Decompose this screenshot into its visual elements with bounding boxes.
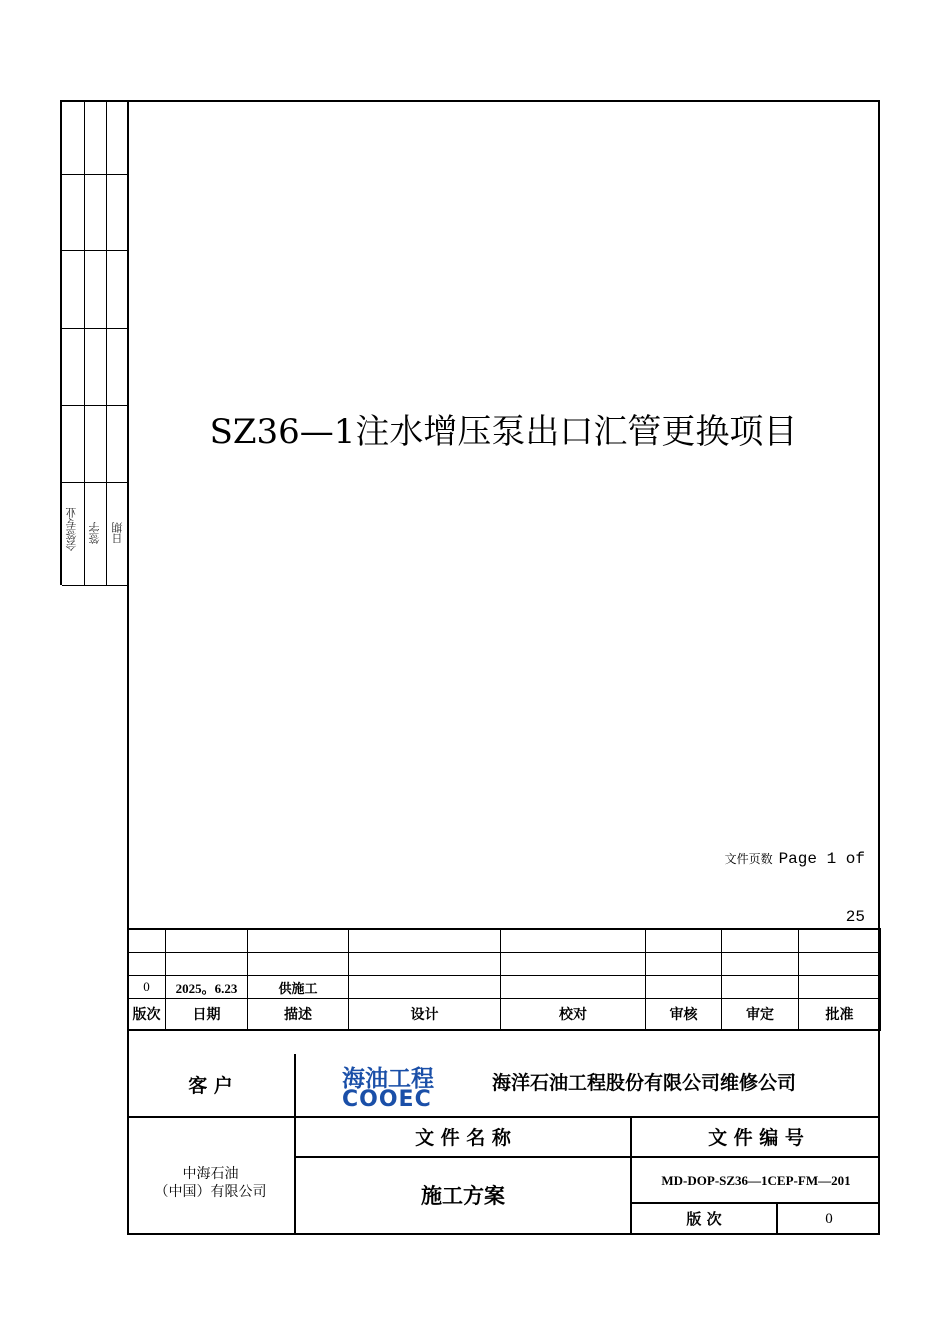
date-cell: 2025。6.23 [166,976,248,999]
logo-cn: 海油工程 [342,1066,434,1092]
version-value: 0 [825,1211,833,1227]
header-desc: 描述 [248,999,349,1031]
client-name-line2: （中国）有限公司 [154,1184,267,1200]
strip-row [62,482,128,483]
version-label: 版 次 [632,1204,778,1235]
design-cell [349,953,501,976]
doc-name: 施工方案 [296,1158,632,1235]
strip-row [62,250,128,251]
strip-row [62,174,128,175]
authorize-cell [799,953,881,976]
contractor-header [296,1054,880,1118]
review-cell [646,929,722,953]
desc-cell: 供施工 [248,976,349,999]
desc-cell [248,953,349,976]
title-block [127,1054,880,1235]
doc-name-label: 文 件 名 称 [296,1118,632,1158]
authorize-cell [799,929,881,953]
logo-en: COOEC [342,1087,432,1112]
doc-no-label: 文 件 编 号 [632,1118,880,1158]
countersign-strip [60,100,128,585]
revision-row [128,976,881,999]
check-cell [501,976,646,999]
revision-row [128,929,881,953]
document-title: SZ36—1注水增压泵出口汇管更换项目 [209,412,798,452]
review-cell [646,953,722,976]
header-rev: 版次 [128,999,166,1031]
header-check: 校对 [501,999,646,1031]
strip-row [62,328,128,329]
strip-label-date: 日期 [111,522,124,544]
design-cell [349,929,501,953]
client-name-cell [127,1118,296,1235]
header-approve: 审定 [722,999,799,1031]
date-cell [166,953,248,976]
check-cell [501,953,646,976]
header-authorize: 批准 [799,999,881,1031]
date-cell [166,929,248,953]
review-cell [646,976,722,999]
page-label-en: Page 1 of [778,850,865,868]
revision-header-row [128,999,881,1031]
client-name [127,1165,294,1201]
page-total: 25 [845,908,865,926]
check-cell [501,929,646,953]
strip-label-signature: 签字 [88,522,101,544]
strip-row [62,405,128,406]
strip-label-discipline: 会签专业 [65,507,78,551]
header-review: 审核 [646,999,722,1031]
rev-cell [128,953,166,976]
approve-cell [722,976,799,999]
header-date: 日期 [166,999,248,1031]
desc-cell [248,929,349,953]
contractor-name: 海洋石油工程股份有限公司维修公司 [492,1072,797,1094]
approve-cell [722,953,799,976]
doc-no: MD-DOP-SZ36—1CEP-FM—201 [632,1158,880,1204]
strip-row [62,585,128,586]
revision-table [127,928,881,1031]
design-cell [349,976,501,999]
approve-cell [722,929,799,953]
authorize-cell [799,976,881,999]
revision-row [128,953,881,976]
page-count [725,850,865,868]
header-design: 设计 [349,999,501,1031]
page-label-cn: 文件页数 [724,852,773,866]
client-name-line1: 中海石油 [182,1166,239,1182]
client-label: 客 户 [127,1054,296,1118]
rev-cell [128,929,166,953]
rev-cell: 0 [128,976,166,999]
